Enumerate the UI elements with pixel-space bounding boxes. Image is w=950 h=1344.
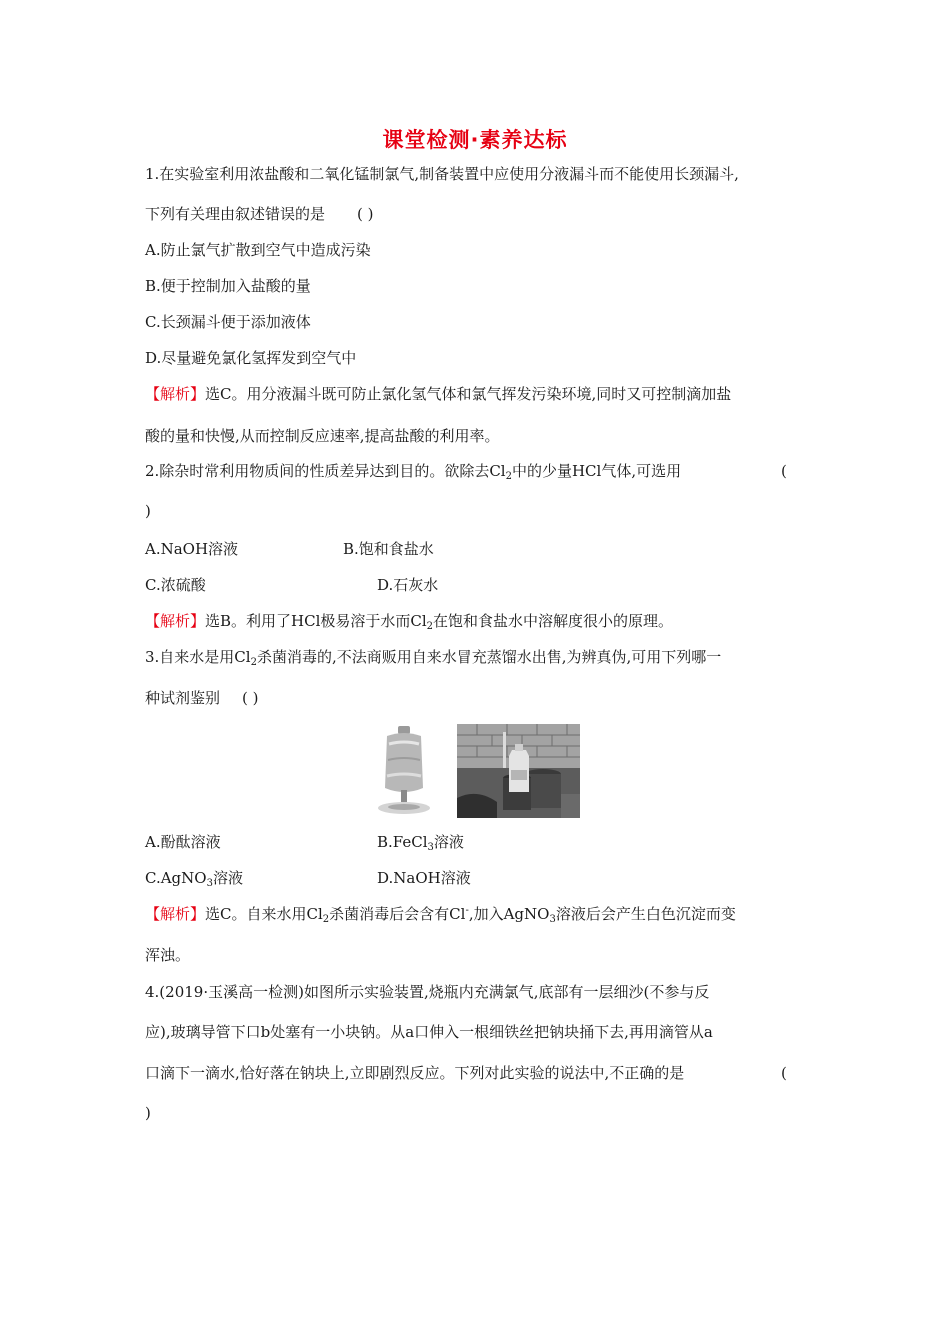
q3-option-c	[145, 868, 243, 888]
q4-answer-paren-open: (	[781, 1064, 787, 1082]
q3-analysis-text-c: ,加入AgNO	[468, 905, 550, 923]
q2-analysis-tag: 【解析】	[145, 612, 206, 630]
water-bottle-photo	[373, 724, 435, 818]
q3-analysis-tag: 【解析】	[145, 905, 206, 923]
q3-option-b-sub: 3	[427, 842, 434, 853]
q2-answer-paren-open: (	[781, 462, 787, 480]
q3-option-c-text-b: 溶液	[212, 869, 243, 887]
q3-answer-paren: ( )	[242, 689, 259, 707]
q1-analysis-text: 选C。用分液漏斗既可防止氯化氢气体和氯气挥发污染环境,同时又可控制滴加盐	[205, 385, 732, 403]
q1-stem-line1: 1.在实验室利用浓盐酸和二氧化锰制氯气,制备装置中应使用分液漏斗而不能使用长颈漏斗,	[145, 165, 739, 183]
q3-stem-text-a: 3.自来水是用Cl	[145, 648, 251, 666]
q3-analysis-text-a: 选C。自来水用Cl	[205, 905, 323, 923]
q3-analysis-line1	[145, 904, 736, 924]
q3-stem-line1	[145, 647, 721, 667]
q2-stem-text-b: 中的少量HCl气体,可选用	[511, 462, 682, 480]
q1-stem-text: 下列有关理由叙述错误的是	[145, 205, 326, 223]
q3-stem-text: 种试剂鉴别	[145, 689, 221, 707]
q3-option-c-sub: 3	[206, 878, 213, 889]
q2-analysis-text-b: 在饱和食盐水中溶解度很小的原理。	[433, 612, 674, 630]
q1-analysis-tag: 【解析】	[145, 385, 206, 403]
q3-analysis-sup: -	[465, 905, 469, 916]
q3-option-a: A.酚酞溶液	[145, 833, 221, 851]
q2-option-d: D.石灰水	[377, 576, 439, 594]
q2-option-a: A.NaOH溶液	[145, 540, 239, 558]
q3-option-c-text-a: C.AgNO	[145, 869, 207, 887]
q1-option-c: C.长颈漏斗便于添加液体	[145, 313, 311, 331]
q4-stem-line2: 应),玻璃导管下口b处塞有一小块钠。从a口伸入一根细铁丝把钠块捅下去,再用滴管从a	[145, 1023, 713, 1041]
q3-analysis-text-d: 溶液后会产生白色沉淀而变	[555, 905, 736, 923]
q3-option-b-text-a: B.FeCl	[377, 833, 428, 851]
yard-water-jug-photo	[457, 724, 580, 818]
q1-option-a: A.防止氯气扩散到空气中造成污染	[145, 241, 371, 259]
q3-stem-sub: 2	[250, 657, 257, 668]
q2-stem-line1	[145, 461, 681, 481]
q2-stem-sub: 2	[505, 471, 512, 482]
q2-option-c: C.浓硫酸	[145, 576, 206, 594]
q3-option-b-text-b: 溶液	[433, 833, 464, 851]
q3-analysis-sub2: 3	[549, 914, 556, 925]
q3-stem-line2	[145, 688, 259, 708]
page-title: 课堂检测·素养达标	[382, 128, 568, 152]
q3-option-b	[377, 832, 464, 852]
q2-option-b: B.饱和食盐水	[343, 540, 434, 558]
q3-analysis-text-b: 杀菌消毒后会含有Cl	[329, 905, 466, 923]
q4-answer-paren-close: )	[145, 1104, 151, 1122]
q3-option-d: D.NaOH溶液	[377, 869, 471, 887]
q3-stem-text-b: 杀菌消毒的,不法商贩用自来水冒充蒸馏水出售,为辨真伪,可用下列哪一	[256, 648, 722, 666]
q1-option-d: D.尽量避免氯化氢挥发到空气中	[145, 349, 357, 367]
q2-answer-paren-close: )	[145, 502, 151, 520]
q2-analysis-sub: 2	[426, 621, 434, 632]
q1-analysis-line2: 酸的量和快慢,从而控制反应速率,提高盐酸的利用率。	[145, 427, 500, 445]
q4-stem-line3: 口滴下一滴水,恰好落在钠块上,立即剧烈反应。下列对此实验的说法中,不正确的是	[145, 1064, 685, 1082]
q1-option-b: B.便于控制加入盐酸的量	[145, 277, 311, 295]
q2-analysis-text-a: 选B。利用了HCl极易溶于水而Cl	[205, 612, 427, 630]
q3-analysis-sub: 2	[322, 914, 330, 925]
q1-stem-line2	[145, 204, 374, 224]
q4-stem-line1: 4.(2019·玉溪高一检测)如图所示实验装置,烧瓶内充满氯气,底部有一层细沙(不参与反	[145, 983, 710, 1001]
q2-analysis	[145, 611, 673, 631]
q1-answer-paren: ( )	[357, 205, 374, 223]
q1-analysis-line1	[145, 384, 731, 404]
q3-analysis-line2: 浑浊。	[145, 946, 191, 964]
q2-stem-text-a: 2.除杂时常利用物质间的性质差异达到目的。欲除去Cl	[145, 462, 506, 480]
